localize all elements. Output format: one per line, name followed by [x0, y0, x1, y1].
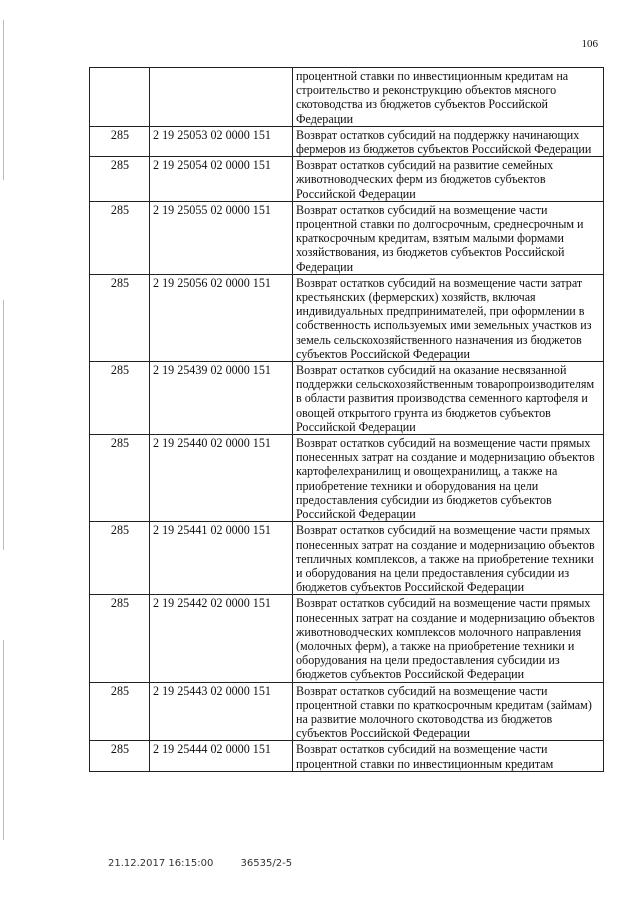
row-code-cell: 285: [90, 362, 150, 435]
row-description-cell: Возврат остатков субсидий на возмещение части затрат крестьянских (фермерских) хозяйств, включая индивидуальных предпринимателей, при оформлении в собственность используемых ими земельных участков из земель сельскохозяйственного назначения из бюджетов субъектов Российской Федерации: [293, 274, 604, 361]
row-description-cell: Возврат остатков субсидий на возмещение части процентной ставки по краткосрочным кредитам (займам) на развитие молочного скотоводства из бюджетов субъектов Российской Федерации: [293, 682, 604, 741]
row-description-cell: Возврат остатков субсидий на возмещение части процентной ставки по инвестиционным кредитам: [293, 741, 604, 771]
row-kbk-cell: 2 19 25443 02 0000 151: [150, 682, 293, 741]
row-description-cell: Возврат остатков субсидий на возмещение части процентной ставки по долгосрочным, среднесрочным и краткосрочным кредитам, взятым малыми формами хозяйствования, из бюджетов субъектов Российской Федерации: [293, 201, 604, 274]
footer-doc-ref: 36535/2-5: [240, 858, 293, 869]
row-kbk-cell: 2 19 25441 02 0000 151: [150, 522, 293, 595]
row-kbk-cell: [150, 68, 293, 127]
row-code-cell: 285: [90, 201, 150, 274]
row-description-cell: Возврат остатков субсидий на поддержку начинающих фермеров из бюджетов субъектов Российской Федерации: [293, 126, 604, 156]
row-kbk-cell: 2 19 25440 02 0000 151: [150, 435, 293, 522]
row-code-cell: 285: [90, 435, 150, 522]
row-code-cell: 285: [90, 274, 150, 361]
table-row: [90, 274, 604, 361]
table-row: [90, 435, 604, 522]
row-kbk-cell: 2 19 25055 02 0000 151: [150, 201, 293, 274]
row-code-cell: 285: [90, 522, 150, 595]
row-code-cell: [90, 68, 150, 127]
scan-edge-mark: [3, 300, 4, 550]
row-description-cell: процентной ставки по инвестиционным кредитам на строительство и реконструкцию объектов мясного скотоводства из бюджетов субъектов Российской Федерации: [293, 68, 604, 127]
row-code-cell: 285: [90, 126, 150, 156]
table-row: [90, 595, 604, 682]
budget-codes-table: [89, 67, 604, 772]
table-row: [90, 362, 604, 435]
row-kbk-cell: 2 19 25054 02 0000 151: [150, 157, 293, 202]
scan-edge-mark: [3, 20, 4, 180]
row-code-cell: 285: [90, 157, 150, 202]
row-description-cell: Возврат остатков субсидий на оказание несвязанной поддержки сельскохозяйственным товаропроизводителям в области развития производства семенного картофеля и овощей открытого грунта из бюджетов субъектов Российской Федерации: [293, 362, 604, 435]
row-code-cell: 285: [90, 682, 150, 741]
table-row: [90, 201, 604, 274]
row-code-cell: 285: [90, 595, 150, 682]
page-number: 106: [581, 38, 598, 50]
row-kbk-cell: 2 19 25056 02 0000 151: [150, 274, 293, 361]
row-code-cell: 285: [90, 741, 150, 771]
row-kbk-cell: 2 19 25439 02 0000 151: [150, 362, 293, 435]
scan-edge-mark: [3, 640, 4, 840]
row-kbk-cell: 2 19 25442 02 0000 151: [150, 595, 293, 682]
row-description-cell: Возврат остатков субсидий на возмещение части прямых понесенных затрат на создание и модернизацию объектов животноводческих комплексов молочного направления (молочных ферм), а также на приобретение техники и оборудования на цели предоставления субсидии из бюджетов субъектов Российской Федерации: [293, 595, 604, 682]
table-body: [90, 68, 604, 772]
row-description-cell: Возврат остатков субсидий на возмещение части прямых понесенных затрат на создание и модернизацию объектов тепличных комплексов, а также на приобретение техники и оборудования на цели предоставления субсидии из бюджетов субъектов Российской Федерации: [293, 522, 604, 595]
table-row: [90, 741, 604, 771]
row-description-cell: Возврат остатков субсидий на возмещение части прямых понесенных затрат на создание и модернизацию объектов картофелехранилищ и овощехранилищ, а также на приобретение техники и оборудования на цели предоставления субсидии из бюджетов субъектов Российской Федерации: [293, 435, 604, 522]
table-row: [90, 522, 604, 595]
table-row: [90, 126, 604, 156]
footer-timestamp: 21.12.2017 16:15:00: [108, 858, 214, 869]
row-kbk-cell: 2 19 25444 02 0000 151: [150, 741, 293, 771]
table-row: [90, 682, 604, 741]
table-row: [90, 157, 604, 202]
document-footer: [108, 858, 316, 869]
row-description-cell: Возврат остатков субсидий на развитие семейных животноводческих ферм из бюджетов субъектов Российской Федерации: [293, 157, 604, 202]
row-kbk-cell: 2 19 25053 02 0000 151: [150, 126, 293, 156]
table-row: [90, 68, 604, 127]
